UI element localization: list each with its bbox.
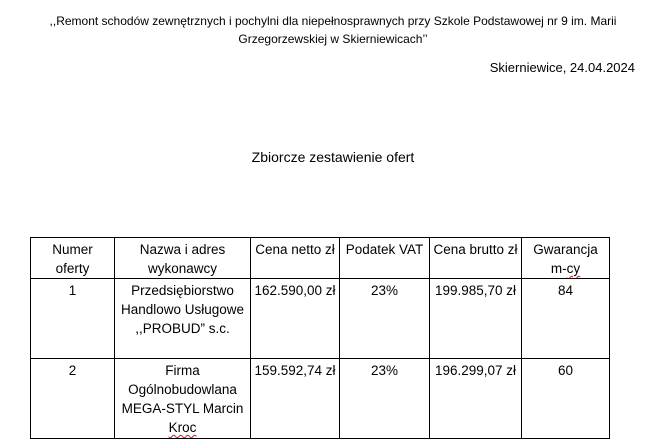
cell-offer-number: 2 xyxy=(31,359,115,439)
place-and-date: Skierniewice, 24.04.2024 xyxy=(489,60,635,75)
warranty-unit-spellcheck: cy xyxy=(566,261,581,276)
header-warranty xyxy=(522,238,610,279)
cell-contractor-name: Firma Ogólnobudowlana MEGA-STYL Marcin Kroc xyxy=(115,359,251,439)
table-header-row xyxy=(31,238,610,279)
warranty-unit-prefix: m- xyxy=(550,261,567,276)
cell-net-price: 162.590,00 zł xyxy=(251,279,340,359)
table-row xyxy=(31,279,610,359)
cell-vat: 23% xyxy=(340,279,430,359)
cell-vat: 23% xyxy=(340,359,430,439)
contractor-name-spellcheck: Kroc xyxy=(168,420,197,435)
cell-gross-price: 196.299,07 zł xyxy=(430,359,522,439)
offers-table xyxy=(30,237,610,439)
cell-offer-number: 1 xyxy=(31,279,115,359)
document-title: Zbiorcze zestawienie ofert xyxy=(251,149,415,165)
table-row xyxy=(31,359,610,439)
warranty-label: Gwarancja xyxy=(533,242,598,257)
cell-contractor-name: Przedsiębiorstwo Handlowo Usługowe ,,PROBUD” s.c. xyxy=(115,279,251,359)
header-net-price: Cena netto zł xyxy=(251,238,340,279)
header-offer-number: Numer oferty xyxy=(31,238,115,279)
procurement-subject: ,,Remont schodów zewnętrznych i pochylni dla niepełnosprawnych przy Szkole Podstawowej nr 9 im. Marii Grzegorzewskiej w Skierniewicach’’ xyxy=(49,14,617,46)
header-gross-price: Cena brutto zł xyxy=(430,238,522,279)
header-vat: Podatek VAT xyxy=(340,238,430,279)
cell-gross-price: 199.985,70 zł xyxy=(430,279,522,359)
cell-net-price: 159.592,74 zł xyxy=(251,359,340,439)
cell-warranty: 84 xyxy=(522,279,610,359)
cell-warranty: 60 xyxy=(522,359,610,439)
header-contractor-name: Nazwa i adres wykonawcy xyxy=(115,238,251,279)
